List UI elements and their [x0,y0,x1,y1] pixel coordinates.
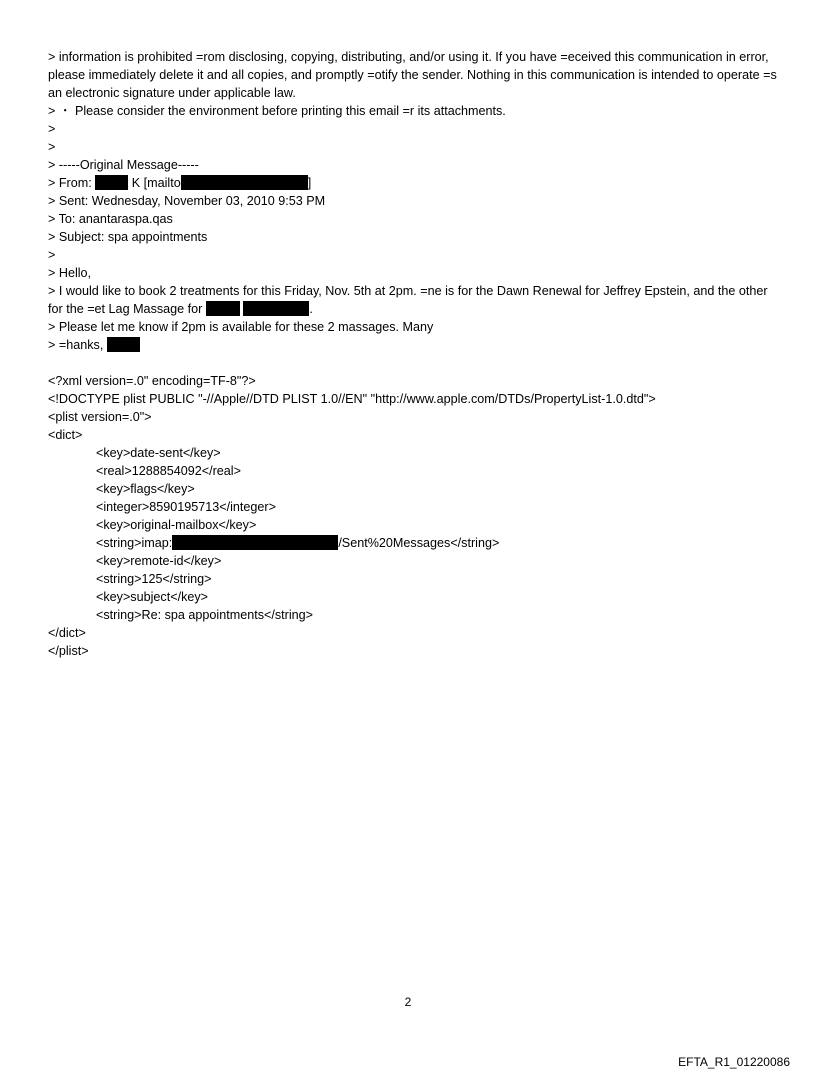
redaction-box [206,301,240,316]
integer-value: <integer>8590195713</integer> [96,500,276,514]
plist-close: </plist> [48,644,89,658]
mailbox-string [48,534,778,552]
key-date-sent: <key>date-sent</key> [96,446,221,460]
subject-line: > Subject: spa appointments [48,230,208,244]
mailbox-suffix: /Sent%20Messages</string> [338,536,500,550]
redaction-box [243,301,309,316]
key-flags: <key>flags</key> [96,482,195,496]
subject-value: <string>Re: spa appointments</string> [96,608,314,622]
doctype-line: <!DOCTYPE plist PUBLIC "-//Apple//DTD PLIST 1.0//EN" "http://www.apple.com/DTDs/PropertyList-1.0.dtd"> [48,392,656,406]
document-body [48,48,781,660]
from-line [48,174,778,192]
key-subject: <key>subject</key> [96,590,209,604]
redaction-box [107,337,140,352]
redaction-box [181,175,308,190]
blank-line [48,354,778,372]
quote-marker: > [48,122,56,136]
real-value: <real>1288854092</real> [96,464,241,478]
quote-marker: > [48,248,56,262]
page-number: 2 [404,995,412,1009]
plist-open: <plist version=.0"> [48,410,152,424]
remote-id-value: <string>125</string> [96,572,212,586]
dict-open: <dict> [48,428,83,442]
dict-close: </dict> [48,626,86,640]
thanks-text: > =hanks, [48,338,107,352]
environment-notice: > ・ Please consider the environment before printing this email =r its attachments. [48,104,506,118]
from-suffix: ] [307,176,312,190]
sent-line: > Sent: Wednesday, November 03, 2010 9:53 PM [48,194,326,208]
thanks-line [48,336,778,354]
bates-number: EFTA_R1_01220086 [678,1055,790,1069]
key-remote-id: <key>remote-id</key> [96,554,222,568]
from-prefix: > From: [48,176,96,190]
key-original-mailbox: <key>original-mailbox</key> [96,518,257,532]
quote-marker: > [48,140,56,154]
to-line: > To: anantaraspa.qas [48,212,173,226]
body-text-1-end: . [309,302,313,316]
redaction-box [95,175,128,190]
from-middle: K [mailto [128,176,181,190]
body-paragraph-2: > Please let me know if 2pm is available for these 2 massages. Many [48,320,434,334]
disclaimer-text: > information is prohibited =rom disclosing, copying, distributing, and/or using it. If you have =eceived this communication in error, please immediately delete it and all copies, and promptly =otify the sender. Nothing in this communication is intended to operate =s an electronic signature under applicable law. [48,50,781,100]
xml-declaration: <?xml version=.0" encoding=TF-8"?> [48,374,256,388]
body-text-1: > I would like to book 2 treatments for this Friday, Nov. 5th at 2pm. =ne is for the Dawn Renewal for Jeffrey Epstein, and the other for the =et Lag Massage for [48,284,772,316]
greeting: > Hello, [48,266,92,280]
redaction-box [172,535,338,550]
mailbox-prefix: <string>imap: [96,536,173,550]
original-message-header: > -----Original Message----- [48,158,199,172]
body-paragraph-1 [48,282,778,318]
